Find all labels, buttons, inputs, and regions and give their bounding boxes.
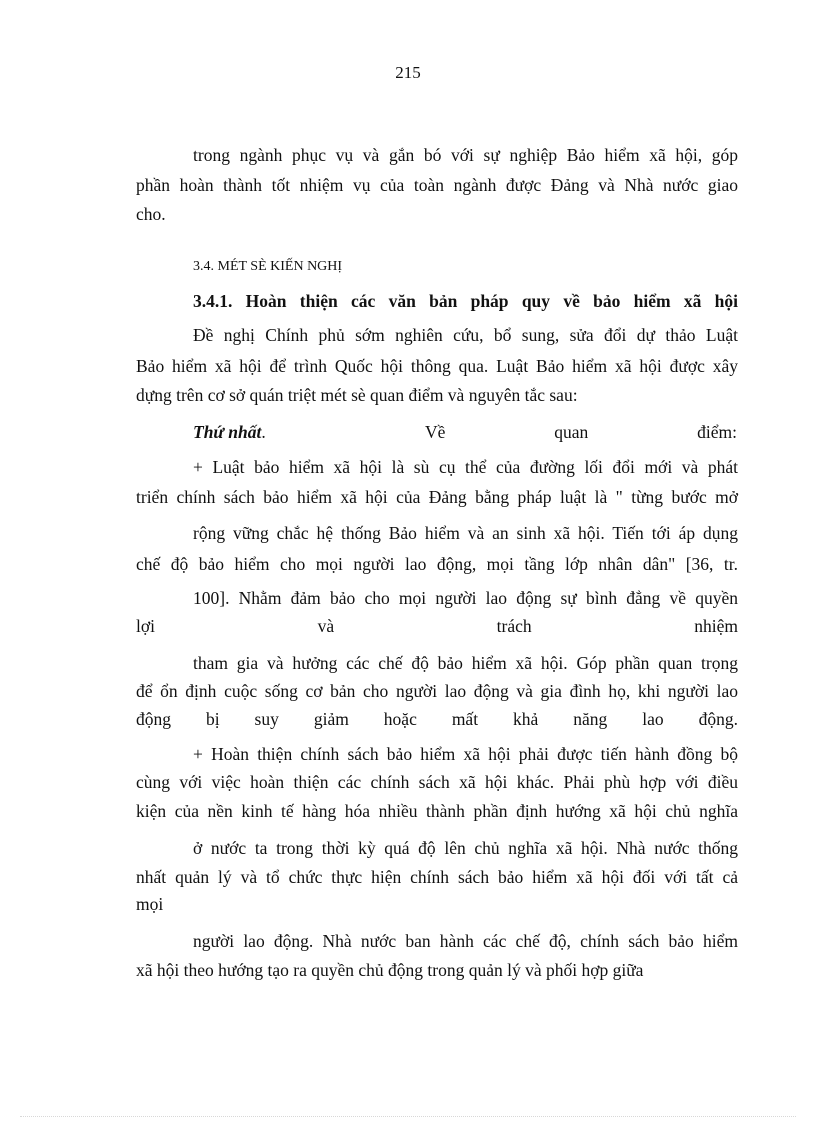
thu-nhat-label: Thứ nhất bbox=[193, 422, 262, 442]
emphasis-label bbox=[193, 421, 266, 443]
text-line: Bảo hiểm xã hội để trình Quốc hội thông qua. Luật Bảo hiểm xã hội được xây bbox=[136, 356, 738, 376]
text-line: Về quan điểm: bbox=[425, 422, 737, 442]
page-number: 215 bbox=[395, 63, 421, 82]
text-line: chế độ bảo hiểm cho mọi người lao động, mọi tầng lớp nhân dân" [36, tr. bbox=[136, 554, 738, 574]
text-line: mọi bbox=[136, 894, 164, 914]
text-line: cho. bbox=[136, 204, 166, 224]
text-line: kiện của nền kinh tế hàng hóa nhiều thành phần định hướng xã hội chủ nghĩa bbox=[136, 801, 738, 821]
text-line: tham gia và hưởng các chế độ bảo hiểm xã hội. Góp phần quan trọng bbox=[193, 653, 738, 673]
text-line: rộng vững chắc hệ thống Bảo hiểm và an sinh xã hội. Tiến tới áp dụng bbox=[193, 523, 738, 543]
text-line: dựng trên cơ sở quán triệt mét sè quan điểm và nguyên tắc sau: bbox=[136, 385, 578, 405]
text-line: triển chính sách bảo hiểm xã hội của Đảng bằng pháp luật là " từng bước mở bbox=[136, 487, 738, 507]
text-line: lợi và trách nhiệm bbox=[136, 616, 738, 636]
text-line: + Luật bảo hiểm xã hội là sù cụ thể của đường lối đổi mới và phát bbox=[193, 457, 738, 477]
text-line: cùng với việc hoàn thiện các chính sách xã hội khác. Phải phù hợp với điều bbox=[136, 772, 738, 792]
text-line: động bị suy giảm hoặc mất khả năng lao động. bbox=[136, 709, 738, 729]
text-line: xã hội theo hướng tạo ra quyền chủ động trong quản lý và phối hợp giữa bbox=[136, 960, 644, 980]
text-line: để ổn định cuộc sống cơ bản cho người lao động và gia đình họ, khi người lao bbox=[136, 681, 738, 701]
text-line: nhất quản lý và tổ chức thực hiện chính sách bảo hiểm xã hội đối với tất cả bbox=[136, 867, 738, 887]
thu-nhat-period: . bbox=[261, 422, 266, 442]
text-line: phần hoàn thành tốt nhiệm vụ của toàn ngành được Đảng và Nhà nước giao bbox=[136, 175, 738, 195]
text-line: + Hoàn thiện chính sách bảo hiểm xã hội phải được tiến hành đồng bộ bbox=[193, 744, 738, 764]
subsection-heading: 3.4.1. Hoàn thiện các văn bản pháp quy về bảo hiểm xã hội bbox=[193, 291, 738, 311]
section-heading: 3.4. MÉT SÈ KIẾN NGHỊ bbox=[193, 259, 343, 274]
text-line: ở nước ta trong thời kỳ quá độ lên chủ nghĩa xã hội. Nhà nước thống bbox=[193, 838, 738, 858]
page-bottom-rule bbox=[20, 1116, 796, 1117]
text-line: 100]. Nhằm đảm bảo cho mọi người lao động sự bình đẳng về quyền bbox=[193, 588, 738, 608]
text-line: người lao động. Nhà nước ban hành các chế độ, chính sách bảo hiểm bbox=[193, 931, 738, 951]
text-line: Đề nghị Chính phủ sớm nghiên cứu, bổ sung, sửa đổi dự thảo Luật bbox=[193, 325, 738, 345]
text-line: trong ngành phục vụ và gắn bó với sự nghiệp Bảo hiểm xã hội, góp bbox=[193, 145, 738, 165]
